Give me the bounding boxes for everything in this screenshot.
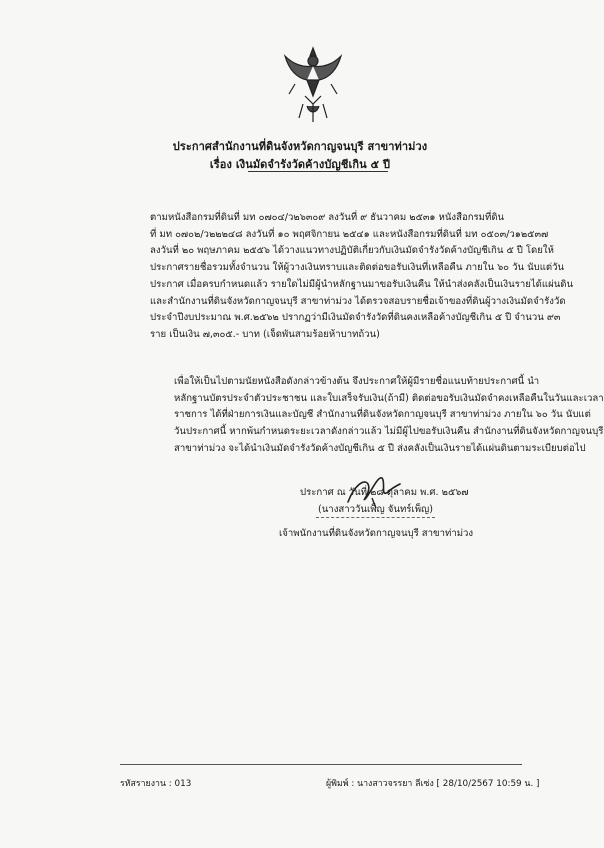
announcement-title: ประกาศสำนักงานที่ดินจังหวัดกาญจนบุรี สาขาท่าม่วง	[172, 140, 428, 153]
report-code: รหัสรายงาน : 013	[120, 779, 192, 789]
paragraph-line: ประกาศรายชื่อรวมทั้งจำนวน ให้ผู้วางเงินทราบและติดต่อขอรับเงินที่เหลือคืน ภายใน ๖๐ วัน นับแต่วัน	[150, 262, 565, 274]
garuda-emblem-icon	[281, 44, 345, 126]
paragraph-line: ประจำปีงบประมาณ พ.ศ.๒๕๖๒ ปรากฏว่ามีเงินมัดจำรังวัดที่ดินคงเหลือค้างบัญชีเกิน ๕ ปี จำนวน ๙๓	[150, 312, 561, 324]
footer-divider	[120, 764, 522, 765]
paragraph-line: สาขาท่าม่วง จะได้นำเงินมัดจำรังวัดค้างบัญชีเกิน ๕ ปี ส่งคลังเป็นเงินรายได้แผ่นดินตามระเบียบต่อไป	[174, 442, 586, 454]
paragraph-line: ราชการ ได้ที่ฝ่ายการเงินและบัญชี สำนักงานที่ดินจังหวัดกาญจนบุรี สาขาท่าม่วง ภายใน ๖๐ วัน นับแต่	[174, 409, 591, 421]
paragraph-line: และสำนักงานที่ดินจังหวัดกาญจนบุรี สาขาท่าม่วง ได้ตรวจสอบรายชื่อเจ้าของที่ดินผู้วางเงินมัดจำรังวัด	[150, 295, 566, 307]
paragraph-line: ตามหนังสือกรมที่ดินที่ มท ๐๗๐๔/ว๒๖๓๐๙ ลงวันที่ ๙ ธันวาคม ๒๕๓๑ หนังสือกรมที่ดิน	[150, 212, 505, 223]
paragraph-line: ราย เป็นเงิน ๗,๓๐๕.- บาท (เจ็ดพันสามร้อยห้าบาทถ้วน)	[150, 328, 380, 340]
body-paragraph-1	[122, 210, 574, 344]
paragraph-line: ประกาศ เมื่อครบกำหนดแล้ว รายใดไม่มีผู้นำหลักฐานมาขอรับเงินคืน ให้นำส่งคลังเป็นเงินรายได้แผ่นดิน	[150, 278, 574, 290]
paragraph-line: วันประกาศนี้ หากพ้นกำหนดระยะเวลาดังกล่าวแล้ว ไม่มีผู้ไปขอรับเงินคืน สำนักงานที่ดินจังหวัดกาญจนบุรี	[174, 426, 604, 438]
signer-position: เจ้าพนักงานที่ดินจังหวัดกาญจนบุรี สาขาท่าม่วง	[279, 528, 474, 539]
paragraph-line: ที่ มท ๐๗๐๒/ว๒๒๒๔๘ ลงวันที่ ๑๐ พฤศจิกายน ๒๕๔๑ และหนังสือกรมที่ดินที่ มท ๐๕๐๓/ว๑๒๕๓๗	[150, 228, 549, 240]
paragraph-line: ลงวันที่ ๒๐ พฤษภาคม ๒๕๕๖ ได้วางแนวทางปฏิบัติเกี่ยวกับเงินมัดจำรังวัดค้างบัญชีเกิน ๕ ปี โดยให้	[150, 245, 554, 257]
body-paragraph-2	[122, 374, 604, 458]
announcement-subject: เรื่อง เงินมัดจำรังวัดค้างบัญชีเกิน ๕ ปี	[209, 158, 391, 171]
signer-name: (นางสาววันเพ็ญ จันทร์เพ็ญ)	[316, 502, 435, 518]
announcement-date: ประกาศ ณ วันที่ ๒๘ ตุลาคม พ.ศ. ๒๕๖๗	[300, 487, 469, 498]
paragraph-line: เพื่อให้เป็นไปตามนัยหนังสือดังกล่าวข้างต้น จึงประกาศให้ผู้มีรายชื่อแนบท้ายประกาศนี้ นำ	[174, 376, 540, 387]
subject-underline	[248, 171, 388, 172]
printed-by: ผู้พิมพ์ : นางสาวจรรยา ลีเซ่ง [ 28/10/2567 10:59 น. ]	[326, 779, 540, 789]
paragraph-line: หลักฐานบัตรประจำตัวประชาชน และใบเสร็จรับเงิน(ถ้ามี) ติดต่อขอรับเงินมัดจำคงเหลือคืนในวันและเวลา	[174, 392, 604, 404]
